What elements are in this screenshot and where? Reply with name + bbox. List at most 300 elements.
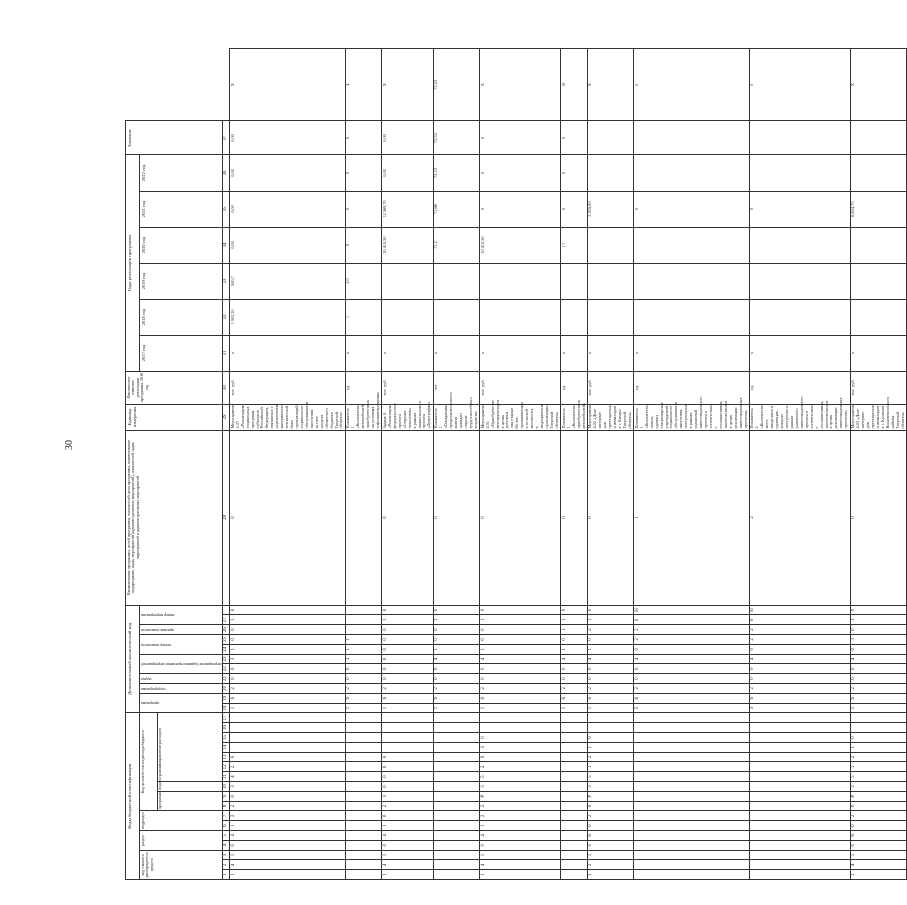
row-year-value: 0,00 — [382, 121, 433, 155]
header-add-col-label: мероприятие (административное мероприятие) — [140, 662, 222, 668]
row-name: Задача 4 «Реализация федерального проекта «Старшее поколение» в рамках национального проекта «Демография» — [381, 400, 432, 429]
code-digit — [433, 850, 479, 860]
header-add-col — [140, 683, 223, 693]
header-add-col — [140, 674, 223, 684]
code-digit: 2 — [587, 811, 633, 821]
header-years: Годы реализации программы — [126, 155, 140, 371]
row-target-value: Х — [382, 49, 433, 121]
code-digit: 6 — [850, 693, 906, 703]
header-add-col — [140, 654, 223, 674]
code-digit: 5 — [587, 772, 633, 782]
row-year-value — [634, 227, 750, 263]
code-digit: 2 — [345, 683, 382, 693]
code-digit — [634, 860, 750, 870]
code-digit — [433, 733, 479, 743]
column-number: 8 — [222, 801, 230, 811]
row-target-value: 0 — [749, 49, 850, 121]
code-digit: 5 — [634, 703, 750, 713]
code-digit — [587, 723, 633, 733]
code-digit: 5 — [850, 772, 906, 782]
code-digit: 4 — [480, 860, 561, 870]
code-digit: 0 — [850, 801, 906, 811]
code-digit — [634, 870, 750, 880]
row-year-value — [850, 263, 906, 299]
row-fact: х — [850, 335, 906, 371]
column-number: 26 — [222, 625, 230, 635]
code-digit: 0 — [850, 821, 906, 831]
header-subprogram: подпрограмма — [157, 782, 222, 792]
code-digit — [561, 733, 588, 743]
code-digit — [345, 742, 382, 752]
table-row — [480, 49, 561, 880]
row-unit: тыс. руб. — [587, 371, 633, 404]
row-year-value: 0 — [345, 227, 382, 263]
column-number: 6 — [222, 821, 230, 831]
code-digit — [634, 801, 750, 811]
row-name: Показатель 1 «Ожидаемая продолжительность жизни граждан старше трудоспособного возраста» — [433, 392, 478, 429]
code-digit — [433, 752, 479, 762]
row-year-value — [587, 155, 633, 191]
row-name: Показатель 1 «Количество новых, единиц стационарных учреждений социального обслуживания населения, построенных в рамках указанной инвестиционного проекта в соответствии с соглашениями, заключенными в целях реализации инвестиционных проектов» — [633, 396, 748, 429]
code-digit: 1 — [850, 762, 906, 772]
row-unit: лет — [433, 371, 479, 404]
code-digit — [749, 752, 850, 762]
row-year-value — [561, 263, 588, 299]
code-digit — [480, 723, 561, 733]
code-digit: 1 — [230, 821, 346, 831]
row-year-value: 0 — [345, 155, 382, 191]
row-year-value — [749, 121, 850, 155]
code-digit: 0 — [561, 430, 588, 605]
row-name: Мероприятие 4.01 «Приобретение автотранспорта в целях доставки лиц старше 65 лет, проживающих в сельской местности, в медицинские организации Тверской области» — [479, 400, 559, 429]
code-digit: 1 — [480, 850, 561, 860]
code-digit: 2 — [749, 683, 850, 693]
row-target-value: 0 — [634, 49, 750, 121]
code-digit: 2 — [382, 801, 433, 811]
code-digit: 3 — [587, 782, 633, 792]
code-digit: 1 — [382, 870, 433, 880]
row-year-value — [850, 155, 906, 191]
code-digit — [433, 870, 479, 880]
code-digit: Р — [850, 791, 906, 801]
table-row — [382, 49, 433, 880]
code-digit: 0 — [382, 664, 433, 674]
code-digit: 1 — [433, 644, 479, 654]
column-number: 1 — [222, 870, 230, 880]
code-digit: 0 — [587, 605, 633, 615]
code-digit: 2 — [749, 635, 850, 645]
code-digit: 4 — [850, 860, 906, 870]
code-digit: 1 — [587, 615, 633, 625]
code-digit — [749, 870, 850, 880]
column-number: 9 — [222, 791, 230, 801]
code-digit: 2 — [749, 625, 850, 635]
row-year-value — [634, 155, 750, 191]
code-digit: 1 — [480, 703, 561, 713]
row-fact: х — [634, 335, 750, 371]
code-digit: 0 — [850, 664, 906, 674]
header-add-col — [140, 693, 223, 713]
column-number: 2 — [222, 860, 230, 870]
code-digit: 0 — [480, 625, 561, 635]
row-year-value — [480, 299, 561, 335]
code-digit: 0 — [749, 644, 850, 654]
code-digit — [634, 831, 750, 841]
row-name: Мероприятие 4.03 «Дом-интернат для престарелых и инвалидов в г. Калинин Вышневолоцкого района Тверской области» — [850, 396, 905, 429]
code-digit — [749, 772, 850, 782]
column-number: 15 — [222, 733, 230, 743]
code-digit — [345, 840, 382, 850]
code-digit: 1 — [345, 644, 382, 654]
code-digit: 2 — [587, 683, 633, 693]
code-digit: 1 — [433, 703, 479, 713]
code-digit: 3 — [480, 742, 561, 752]
code-digit: 0 — [587, 821, 633, 831]
code-digit: 4 — [230, 772, 346, 782]
code-digit: 0 — [230, 674, 346, 684]
row-target-value: 4 — [345, 49, 382, 121]
code-digit: 6 — [433, 693, 479, 703]
code-digit: 3 — [850, 782, 906, 792]
column-number — [222, 605, 230, 615]
code-digit: 4 — [230, 831, 346, 841]
code-digit: 1 — [480, 870, 561, 880]
header-add-col-label: подпрограмма — [140, 686, 165, 692]
code-digit: 0 — [587, 733, 633, 743]
code-digit — [433, 831, 479, 841]
code-digit: 6 — [230, 693, 346, 703]
rotated-table-wrapper — [125, 48, 905, 880]
code-digit: 2 — [850, 683, 906, 693]
table-row — [561, 49, 588, 880]
code-digit: 0 — [561, 664, 588, 674]
code-digit — [749, 733, 850, 743]
row-year-value — [587, 299, 633, 335]
row-year-value — [634, 299, 750, 335]
code-digit — [433, 713, 479, 723]
code-digit: 1 — [382, 850, 433, 860]
code-digit: 0 — [749, 615, 850, 625]
header-year: 2021 год — [140, 191, 223, 227]
code-digit: 6 — [850, 831, 906, 841]
header-year: 2019 год — [140, 263, 223, 299]
header-additional-code: Дополнительный аналитический код — [126, 605, 140, 713]
code-digit: 1 — [230, 615, 346, 625]
code-digit: 4 — [382, 860, 433, 870]
column-number: 28 — [222, 430, 230, 605]
code-digit: 0 — [382, 605, 433, 615]
code-digit: 1 — [850, 850, 906, 860]
code-digit — [561, 742, 588, 752]
code-digit: 3 — [749, 703, 850, 713]
code-digit — [561, 860, 588, 870]
code-digit — [561, 772, 588, 782]
code-digit: 2 — [433, 683, 479, 693]
code-digit: 0 — [850, 430, 906, 605]
code-digit: 1 — [850, 703, 906, 713]
code-digit: 0 — [480, 430, 561, 605]
row-name: Показатель 1 «Количество автомобилей, приобретенных на условиях софинансирования» — [345, 391, 381, 429]
code-digit — [634, 733, 750, 743]
header-add-col — [140, 625, 223, 635]
code-digit: 2 — [230, 762, 346, 772]
code-digit — [749, 831, 850, 841]
code-digit: 0 — [634, 644, 750, 654]
code-digit: 2 — [634, 683, 750, 693]
code-digit: 1 — [382, 821, 433, 831]
row-fact: х — [345, 335, 382, 371]
code-digit — [749, 860, 850, 870]
code-digit — [561, 713, 588, 723]
code-digit: 2 — [850, 811, 906, 821]
code-digit — [749, 821, 850, 831]
code-digit — [345, 605, 382, 615]
code-digit: 0 — [382, 635, 433, 645]
code-digit: 1 — [480, 615, 561, 625]
row-year-value: 1 — [345, 299, 382, 335]
table-row — [230, 49, 346, 880]
header-expense-class: Код целевой статьи расхода бюджета — [140, 713, 158, 811]
row-year-value — [749, 299, 850, 335]
code-digit — [561, 821, 588, 831]
code-digit: 3 — [480, 782, 561, 792]
code-digit: 0 — [634, 615, 750, 625]
header-subsection: подраздел — [140, 811, 223, 831]
row-year-value: 0,00 — [230, 121, 346, 155]
code-digit: 4 — [433, 654, 479, 664]
row-fact: х — [382, 335, 433, 371]
header-add-col — [140, 635, 223, 655]
row-year-value: 0 — [561, 191, 588, 227]
code-digit: 1 — [561, 615, 588, 625]
code-digit: 0 — [433, 625, 479, 635]
row-name: Мероприятие 4.02 «Дом-интернат для престарелых и инвалидов в г. Кимры Тверской области» — [587, 403, 632, 429]
row-unit: тыс. руб. — [480, 371, 561, 404]
code-digit: 0 — [561, 635, 588, 645]
row-year-value: 3,0 — [345, 263, 382, 299]
code-digit: 2 — [230, 683, 346, 693]
code-digit — [433, 801, 479, 811]
column-number: 4 — [222, 840, 230, 850]
code-digit — [850, 723, 906, 733]
row-year-value: 1 003,30 — [230, 299, 346, 335]
code-digit — [749, 782, 850, 792]
code-digit: 3 — [230, 654, 346, 664]
code-digit: 3 — [345, 654, 382, 664]
column-number: 37 — [222, 121, 230, 155]
header-year: 2018 год — [140, 299, 223, 335]
code-digit — [230, 713, 346, 723]
code-digit — [345, 772, 382, 782]
row-year-value — [587, 227, 633, 263]
code-digit: 0 — [587, 664, 633, 674]
code-digit — [345, 801, 382, 811]
code-digit: 1 — [230, 870, 346, 880]
code-digit — [561, 752, 588, 762]
column-number: 17 — [222, 713, 230, 723]
code-digit — [345, 430, 382, 605]
code-digit: Р — [480, 791, 561, 801]
page-number: 30 — [64, 440, 75, 450]
row-year-value: 0 — [345, 121, 382, 155]
code-digit — [345, 713, 382, 723]
code-digit: 2 — [561, 683, 588, 693]
row-target-value: Х — [850, 49, 906, 121]
code-digit: 0 — [433, 664, 479, 674]
code-digit: 0 — [230, 664, 346, 674]
code-digit: 4 — [561, 654, 588, 664]
table-row — [850, 49, 906, 880]
code-digit: 0 — [587, 801, 633, 811]
row-year-value: 0 — [634, 191, 750, 227]
code-digit: 0 — [480, 674, 561, 684]
code-digit: 0 — [850, 625, 906, 635]
column-number: 30 — [222, 371, 230, 404]
code-digit: 1 — [561, 644, 588, 654]
row-fact: х — [587, 335, 633, 371]
code-digit: 0 — [382, 674, 433, 684]
row-unit: тыс. руб. — [850, 371, 906, 404]
code-digit: 1 — [561, 703, 588, 713]
code-digit: 5 — [480, 772, 561, 782]
code-digit — [433, 742, 479, 752]
row-target-value: 72,53 — [433, 49, 479, 121]
code-digit — [561, 870, 588, 880]
table-row — [345, 49, 382, 880]
row-year-value — [634, 121, 750, 155]
code-digit: 0 — [433, 430, 479, 605]
header-add-col-label: задача — [140, 676, 152, 682]
code-digit: 4 — [480, 654, 561, 664]
code-digit: 6 — [634, 693, 750, 703]
code-digit — [561, 801, 588, 811]
code-digit — [230, 733, 346, 743]
code-digit — [561, 791, 588, 801]
code-digit: 1 — [230, 703, 346, 713]
code-digit — [561, 762, 588, 772]
code-digit — [345, 860, 382, 870]
code-digit — [433, 821, 479, 831]
code-digit: Р — [587, 791, 633, 801]
code-digit: 0 — [382, 654, 433, 664]
code-digit — [634, 811, 750, 821]
code-digit: 6 — [749, 693, 850, 703]
row-year-value — [587, 121, 633, 155]
code-digit: 0 — [230, 605, 346, 615]
code-digit: 2 — [587, 860, 633, 870]
row-year-value — [749, 227, 850, 263]
row-year-value — [850, 227, 906, 263]
column-number: 36 — [222, 155, 230, 191]
code-digit — [480, 713, 561, 723]
code-digit: 1 — [345, 703, 382, 713]
row-year-value: 0 — [480, 191, 561, 227]
code-digit: 0 — [382, 644, 433, 654]
code-digit: 0 — [230, 840, 346, 850]
code-digit — [345, 791, 382, 801]
code-digit: 1 — [587, 644, 633, 654]
code-digit — [382, 723, 433, 733]
row-unit: тыс. руб. — [230, 371, 346, 404]
code-digit: 0 — [230, 791, 346, 801]
code-digit — [433, 782, 479, 792]
code-digit: 4 — [382, 831, 433, 841]
column-number: 19 — [222, 693, 230, 703]
header-add-col-label: номер показателя — [140, 642, 171, 648]
row-year-value — [749, 263, 850, 299]
code-digit: 6 — [587, 831, 633, 841]
code-digit: 3 — [850, 635, 906, 645]
code-digit: 1 — [634, 430, 750, 605]
row-year-value — [587, 263, 633, 299]
code-digit: 6 — [382, 693, 433, 703]
code-digit — [850, 713, 906, 723]
code-digit — [634, 850, 750, 860]
code-digit: 0 — [230, 635, 346, 645]
code-digit: 1 — [480, 821, 561, 831]
code-digit: 3 — [230, 782, 346, 792]
row-target-value: Х — [480, 49, 561, 121]
column-number: 3 — [222, 850, 230, 860]
code-digit — [634, 821, 750, 831]
row-year-value: 71,2 — [433, 227, 479, 263]
code-digit: 0 — [561, 605, 588, 615]
code-digit — [433, 811, 479, 821]
code-digit — [561, 850, 588, 860]
header-year: 2017 год — [140, 335, 223, 371]
row-name: Мероприятие 2.07 «Реализация социальных программ субъектов Российской Федерации, связанных с укреплением материально-технической базы организаций социального обслуживания населения за счет средств областного бюджета Тверской области» — [229, 402, 344, 429]
program-table — [125, 48, 907, 880]
code-digit — [230, 742, 346, 752]
row-year-value: 0 — [561, 155, 588, 191]
code-digit: 0 — [480, 605, 561, 615]
code-digit — [433, 723, 479, 733]
column-number: 33 — [222, 263, 230, 299]
row-target-value: Х — [230, 49, 346, 121]
code-digit — [345, 762, 382, 772]
row-year-value: 30 410,50 — [480, 227, 561, 263]
code-digit — [749, 811, 850, 821]
code-digit: 2 — [749, 430, 850, 605]
code-digit: 2 — [480, 811, 561, 821]
code-digit: 0 — [382, 752, 433, 762]
row-year-value: 0 — [480, 155, 561, 191]
code-digit — [345, 615, 382, 625]
row-year-value — [850, 121, 906, 155]
code-digit — [433, 791, 479, 801]
header-unit: Единица измерения — [126, 404, 223, 430]
row-year-value — [634, 263, 750, 299]
code-digit: 0 — [345, 664, 382, 674]
column-number: 35 — [222, 191, 230, 227]
code-digit: Н — [634, 605, 750, 615]
code-digit: 9 — [480, 752, 561, 762]
row-year-value: 71,66 — [433, 191, 479, 227]
code-digit: 4 — [587, 654, 633, 664]
row-name: Показатель 2 «Количество мест, введенных в единицах, которые построены в рамках указанного инвестиционного проекта в соответствии с соглашениями, заключенными в целях реализации инвестиционных проектов» — [749, 396, 849, 429]
column-number: 7 — [222, 811, 230, 821]
code-digit: 0 — [433, 674, 479, 684]
code-digit: 1 — [382, 615, 433, 625]
table-row — [587, 49, 633, 880]
column-number: 13 — [222, 752, 230, 762]
code-digit: 0 — [382, 430, 433, 605]
code-digit: 0 — [382, 840, 433, 850]
row-target-value: 18 — [561, 49, 588, 121]
code-digit: 0 — [587, 635, 633, 645]
code-digit: 0 — [561, 674, 588, 684]
code-digit: 6 — [587, 693, 633, 703]
